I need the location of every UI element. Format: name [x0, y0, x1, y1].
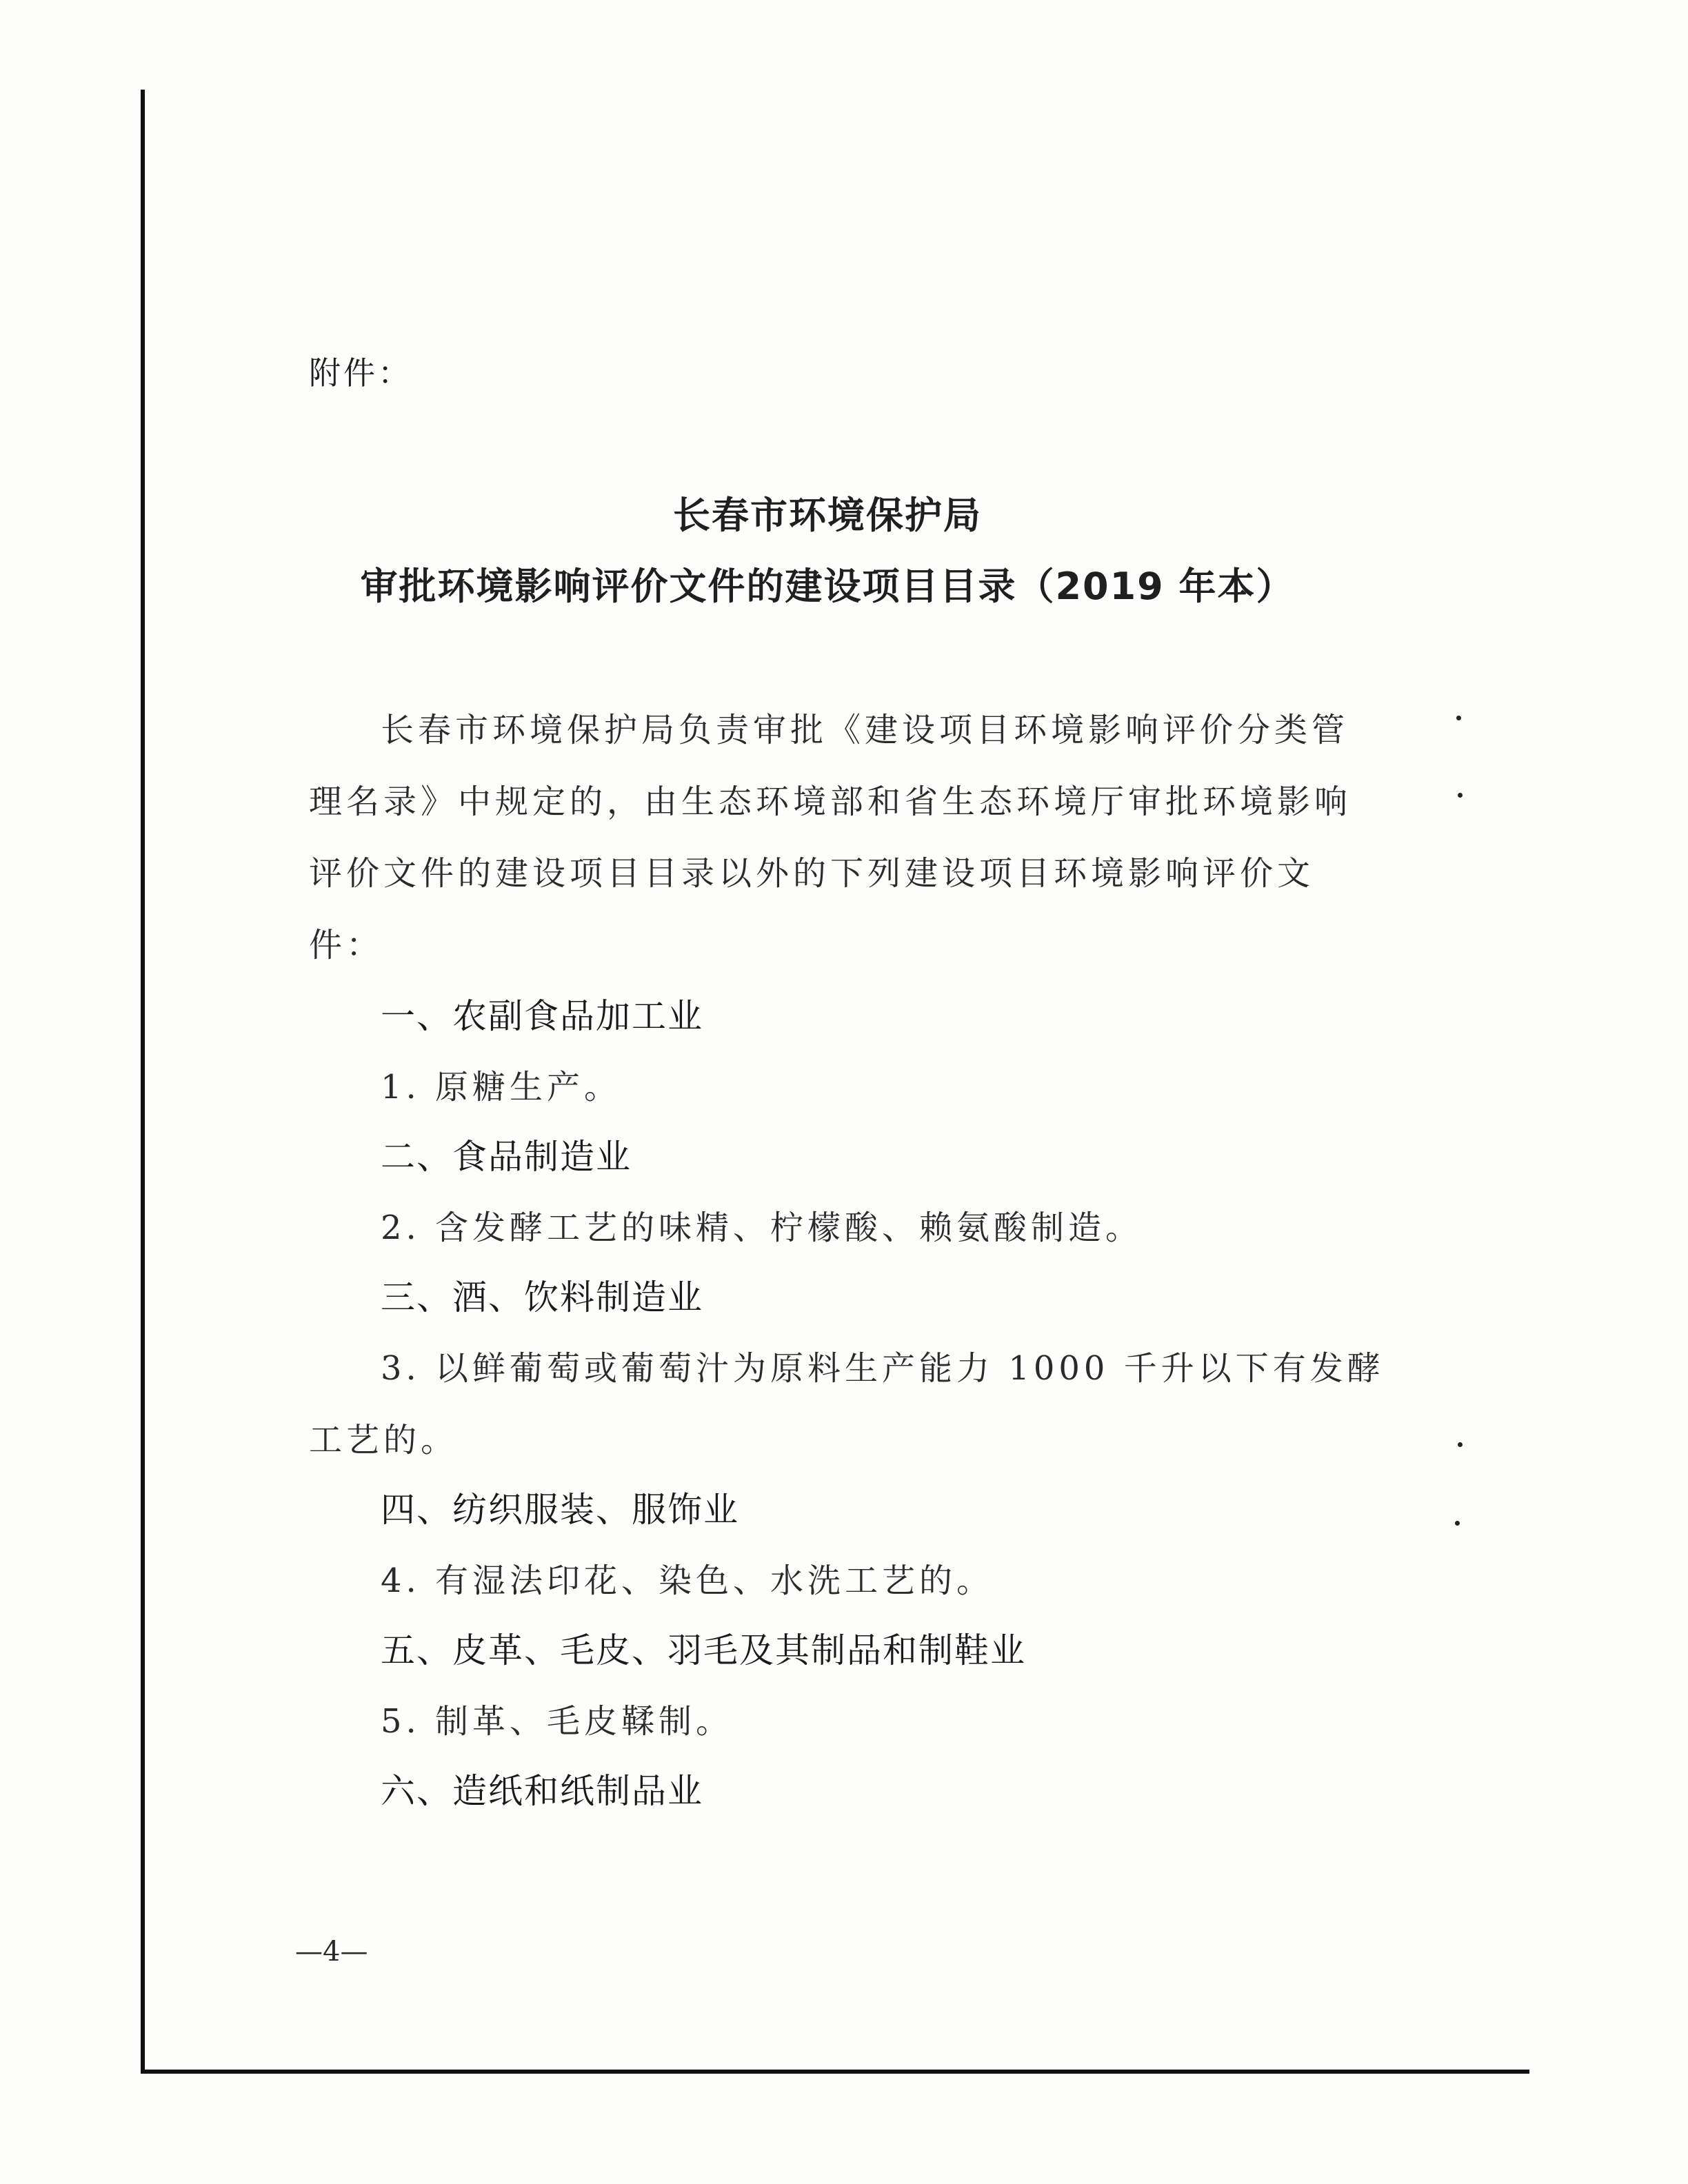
- section-item: 2. 含发酵工艺的味精、柠檬酸、赖氨酸制造。: [381, 1209, 1143, 1247]
- document-title-line-1: 长春市环境保护局: [673, 494, 982, 537]
- scan-speck: [1456, 716, 1461, 720]
- scan-speck: [1455, 1521, 1460, 1526]
- section-item: 1. 原糖生产。: [381, 1068, 622, 1106]
- section-item: 4. 有湿法印花、染色、水洗工艺的。: [381, 1561, 994, 1600]
- intro-paragraph-line: 理名录》中规定的，由生态环境部和省生态环境厅审批环境影响: [309, 782, 1352, 821]
- scan-speck: [1458, 793, 1463, 798]
- attachment-label: 附件：: [309, 354, 412, 392]
- section-item: 3. 以鲜葡萄或葡萄汁为原料生产能力 1000 千升以下有发酵: [381, 1349, 1385, 1388]
- section-heading: 一、农副食品加工业: [381, 996, 703, 1036]
- scan-bottom-border: [141, 2070, 1529, 2074]
- page-number: —4—: [295, 1936, 368, 1968]
- scan-speck: [1458, 1442, 1463, 1447]
- intro-paragraph-line: 长春市环境保护局负责审批《建设项目环境影响评价分类管: [381, 711, 1349, 749]
- section-heading: 五、皮革、毛皮、羽毛及其制品和制鞋业: [381, 1630, 1026, 1670]
- section-heading: 三、酒、饮料制造业: [381, 1277, 703, 1317]
- scan-left-border: [141, 90, 145, 2074]
- section-item: 5. 制革、毛皮鞣制。: [381, 1702, 734, 1741]
- section-item-continued: 工艺的。: [309, 1421, 459, 1459]
- section-heading: 四、纺织服装、服饰业: [381, 1490, 739, 1530]
- document-title-line-2: 审批环境影响评价文件的建设项目目录（2019 年本）: [360, 565, 1295, 608]
- intro-paragraph-line: 评价文件的建设项目目录以外的下列建设项目环境影响评价文: [309, 854, 1315, 893]
- section-heading: 二、食品制造业: [381, 1137, 632, 1177]
- section-heading: 六、造纸和纸制品业: [381, 1771, 703, 1811]
- intro-paragraph-line: 件：: [309, 926, 384, 964]
